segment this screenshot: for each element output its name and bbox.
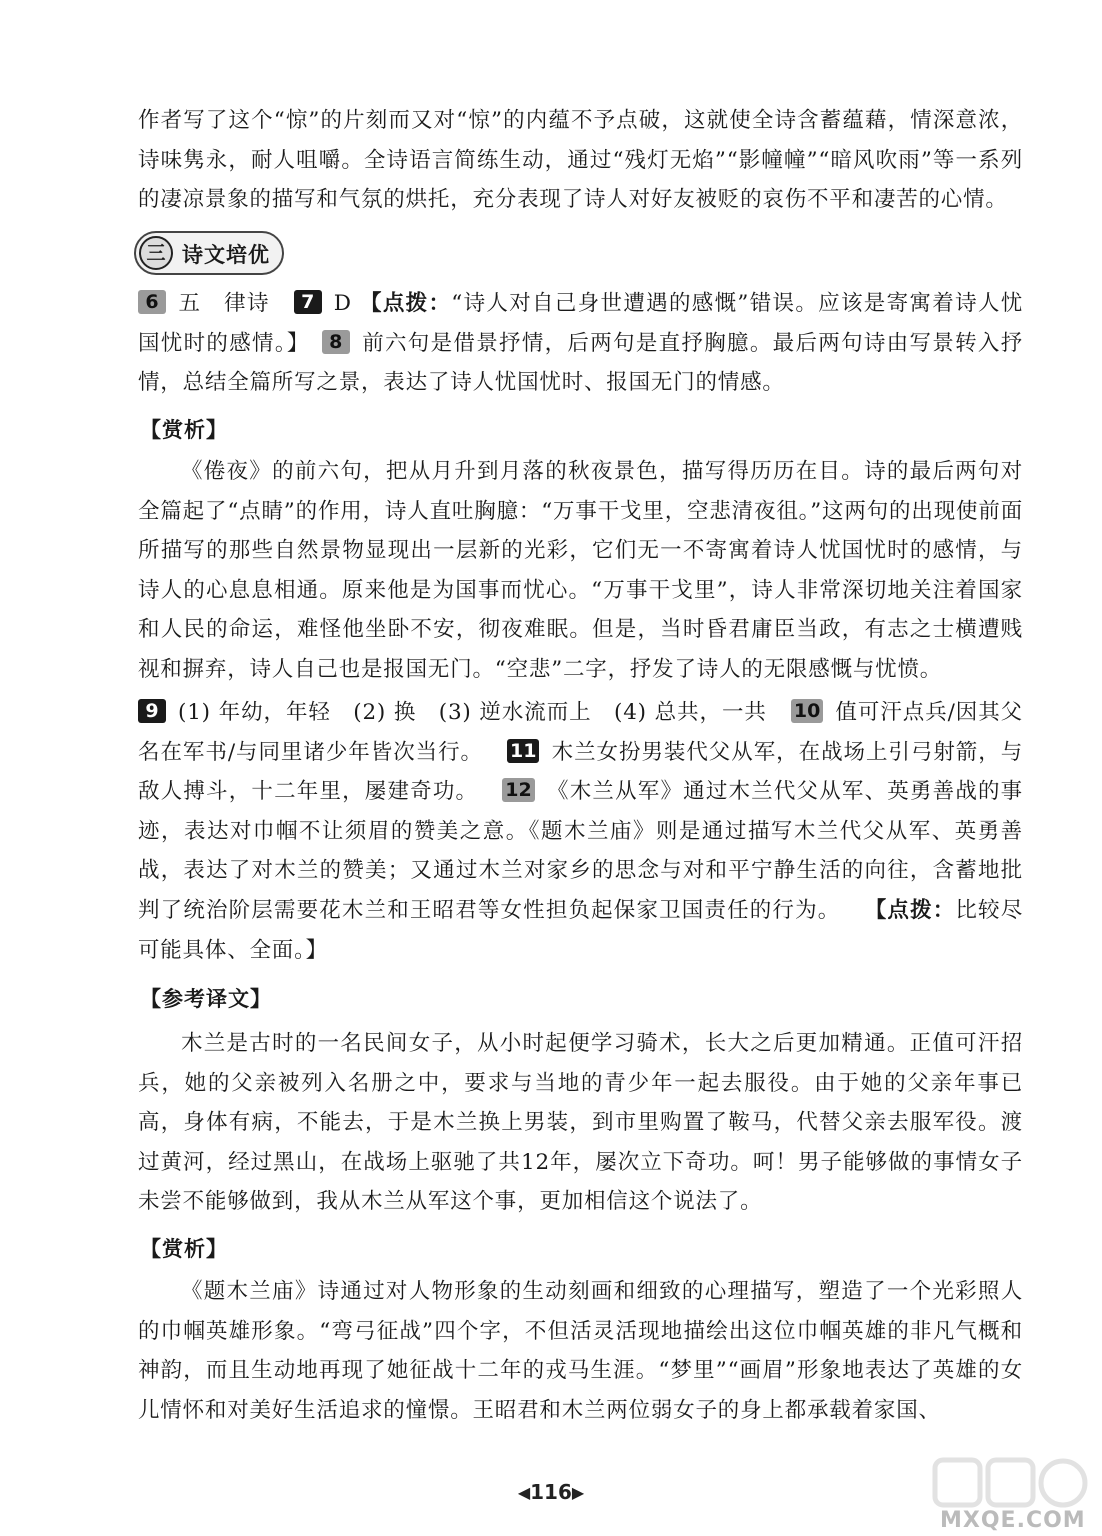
page-number: 116 <box>530 1480 572 1504</box>
answer-7: D <box>333 291 352 316</box>
appreciation-text-1: 《倦夜》的前六句，把从月升到月落的秋夜景色，描写得历历在目。诗的最后两句对全篇起了“点睛”的作用，诗人直吐胸臆：“万事干戈里，空悲清夜徂。”这两句的出现使前面所描写的那些自然景物显现出一层新的光彩，它们无一不寄寓着诗人忧国忧时的感情，与诗人的心息息相通。原来他是为国事而忧心。“万事干戈里”，诗人非常深切地关注着国家和人民的命运，难怪他坐卧不安，彻夜难眠。但是，当时昏君庸臣当政，有志之士横遭贱视和摒弃，诗人自己也是报国无门。“空悲”二字，抒发了诗人的无限感慨与忧愤。 <box>138 459 1023 682</box>
answer-6: 五 律诗 <box>178 291 270 316</box>
hint-text-12: 比较尽可能具体、全面。】 <box>138 897 1024 963</box>
translation-text: 木兰是古时的一名民间女子，从小时起便学习骑术，长大之后更加精通。正值可汗招兵，她的父亲被列入名册之中，要求与当地的青少年一起去服役。由于她的父亲年事已高，身体有病，不能去，于是木兰换上男装，到市里购置了鞍马，代替父亲去服军役。渡过黄河，经过黑山，在战场上驱驰了共12年，屡次立下奇功。呵！男子能够做的事情女子未尝不能够做到，我从木兰从军这个事，更加相信这个说法了。 <box>138 1031 1023 1215</box>
section-number: 三 <box>139 236 173 270</box>
hint-label-12: 【点拨： <box>864 897 956 923</box>
right-arrow-icon: ▶ <box>571 1483 585 1502</box>
question-badge-11: 11 <box>507 739 539 763</box>
left-arrow-icon: ◀ <box>517 1483 531 1502</box>
question-badge-10: 10 <box>791 699 823 723</box>
answer-9: (1) 年幼，年轻 (2) 换 (3) 逆水流而上 (4) 总共，一共 <box>178 700 767 725</box>
answer-12: 《木兰从军》通过木兰代父从军、英勇善战的事迹，表达对巾帼不让须眉的赞美之意。《题木兰庙》则是通过描写木兰代父从军、英勇善战，表达了对木兰的赞美；又通过木兰对家乡的思念与对和平宁静生活的向往，含蓄地批判了统治阶层需要花木兰和王昭君等女性担负起保家卫国责任的行为。 <box>138 779 1023 923</box>
question-badge-9: 9 <box>138 699 166 723</box>
intro-paragraph: 作者写了这个“惊”的片刻而又对“惊”的内蕴不予点破，这就使全诗含蓄蕴藉，情深意浓，诗味隽永，耐人咀嚼。全诗语言简练生动，通过“残灯无焰”“影幢幢”“暗风吹雨”等一系列的凄凉景象的描写和气氛的烘托，充分表现了诗人对好友被贬的哀伤不平和凄苦的心情。 <box>138 108 1023 213</box>
answers-block-1 <box>138 284 1023 403</box>
appreciation-heading-2: 【赏析】 <box>140 1237 228 1261</box>
question-badge-12: 12 <box>502 778 534 802</box>
watermark-text: MXQE.COM <box>940 1508 1086 1533</box>
section-heading <box>134 231 284 275</box>
answers-block-2 <box>138 693 1023 970</box>
translation-heading: 【参考译文】 <box>140 987 272 1011</box>
appreciation-heading-1: 【赏析】 <box>140 418 228 442</box>
hint-label-7: 【点拨： <box>360 291 452 316</box>
question-badge-8: 8 <box>322 330 350 354</box>
question-badge-6: 6 <box>138 290 166 314</box>
appreciation-text-2: 《题木兰庙》诗通过对人物形象的生动刻画和细致的心理描写，塑造了一个光彩照人的巾帼英雄形象。“弯弓征战”四个字，不但活灵活现地描绘出这位巾帼英雄的非凡气概和神韵，而且生动地再现了她征战十二年的戎马生涯。“梦里”“画眉”形象地表达了英雄的女儿情怀和对美好生活追求的憧憬。王昭君和木兰两位弱女子的身上都承载着家国、 <box>138 1279 1023 1423</box>
question-badge-7: 7 <box>294 290 322 314</box>
answer-10: 值可汗点兵/因其父名在军书/与同里诸少年皆次当行。 <box>138 700 1023 765</box>
answer-8: 前六句是借景抒情，后两句是直抒胸臆。最后两句诗由写景转入抒情，总结全篇所写之景，表达了诗人忧国忧时、报国无门的情感。 <box>138 330 1024 396</box>
answer-11: 木兰女扮男装代父从军，在战场上引弓射箭，与敌人搏斗，十二年里，屡建奇功。 <box>138 739 1023 805</box>
section-title: 诗文培优 <box>182 243 270 267</box>
hint-text-7: “诗人对自己身世遭遇的感慨”错误。应该是寄寓着诗人忧国忧时的感情。】 <box>138 291 1024 356</box>
